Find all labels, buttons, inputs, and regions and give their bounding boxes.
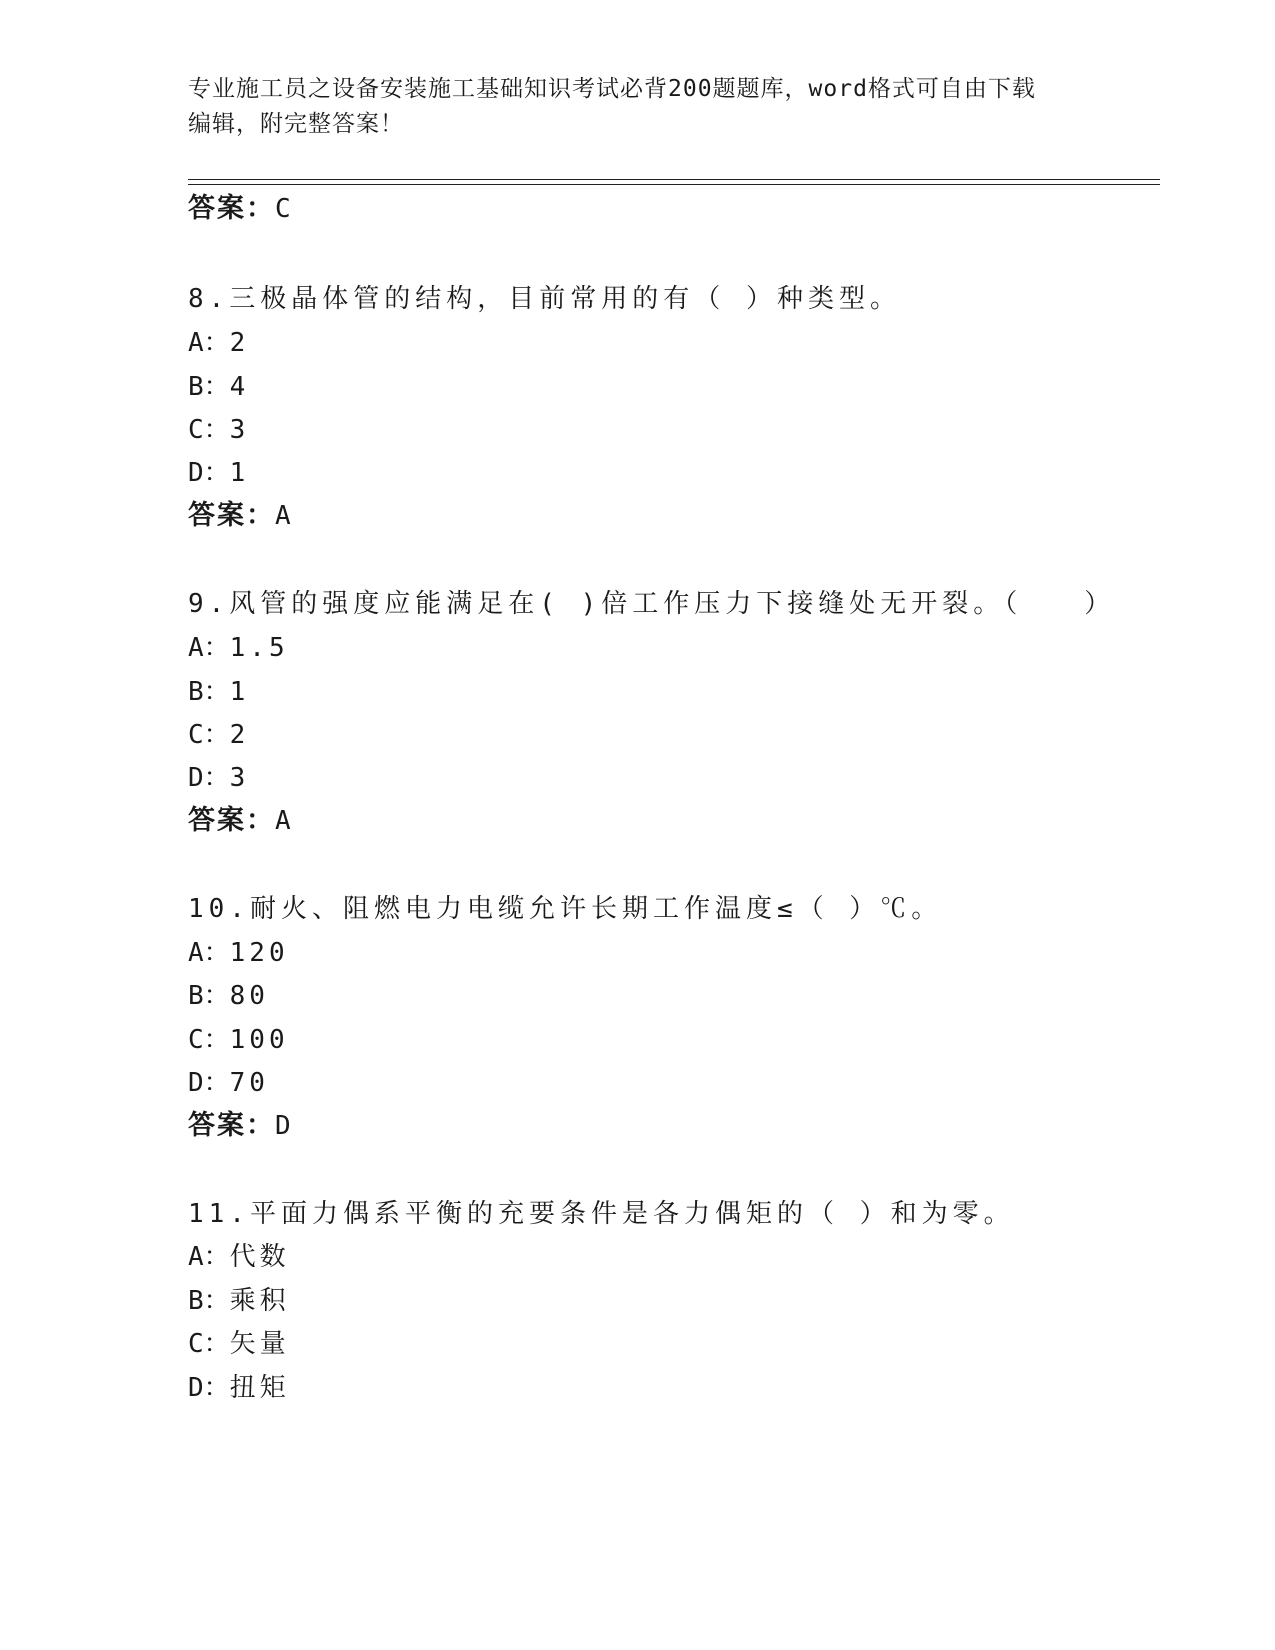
option-key: A： [188, 938, 230, 968]
answer-label: 答案： [188, 193, 275, 224]
option-value: 1 [229, 677, 250, 707]
option-value: 1 [229, 458, 250, 488]
answer-value: C [275, 194, 293, 224]
question-10-text: 10.耐火、阻燃电力电缆允许长期工作温度≤（ ）℃。 [188, 894, 943, 924]
question-9-option-a [188, 632, 289, 664]
header-line-1: 专业施工员之设备安装施工基础知识考试必背200题题库，word格式可自由下载 [188, 76, 1036, 102]
question-8-option-a [188, 327, 249, 359]
question-9-option-d [188, 762, 249, 794]
answer-value: D [275, 1111, 293, 1141]
option-value: 120 [229, 938, 289, 968]
answer-label: 答案： [188, 500, 275, 531]
option-value: 3 [229, 415, 250, 445]
question-8-option-c [188, 414, 249, 446]
option-key: B： [188, 372, 230, 402]
question-11-option-d [188, 1372, 290, 1404]
header-line-2: 编辑，附完整答案！ [188, 111, 404, 137]
answer-value: A [275, 501, 293, 531]
option-key: B： [188, 981, 230, 1011]
option-key: D： [188, 458, 230, 488]
question-10-option-b [188, 980, 269, 1012]
answer-value: A [275, 806, 293, 836]
question-8-option-b [188, 371, 249, 403]
option-value: 乘积 [229, 1286, 290, 1316]
question-8-option-d [188, 457, 249, 489]
option-key: C： [188, 720, 230, 750]
option-key: A： [188, 633, 230, 663]
option-value: 70 [229, 1068, 269, 1098]
question-10-option-a [188, 937, 289, 969]
option-key: D： [188, 1068, 230, 1098]
option-key: B： [188, 677, 230, 707]
option-key: C： [188, 1329, 230, 1359]
question-11-option-a [188, 1241, 290, 1273]
option-key: D： [188, 1373, 230, 1403]
header-divider-bottom [188, 184, 1160, 185]
question-10-option-d [188, 1067, 269, 1099]
option-value: 矢量 [229, 1329, 290, 1359]
option-value: 4 [229, 372, 250, 402]
option-value: 2 [229, 328, 250, 358]
option-value: 扭矩 [229, 1373, 290, 1403]
option-value: 代数 [229, 1242, 290, 1272]
option-value: 1.5 [229, 633, 289, 663]
option-key: D： [188, 763, 230, 793]
option-key: C： [188, 1025, 230, 1055]
question-11-option-b [188, 1285, 290, 1317]
question-11-option-c [188, 1328, 290, 1360]
option-value: 2 [229, 720, 250, 750]
question-8-answer [188, 500, 293, 532]
option-key: A： [188, 1242, 230, 1272]
question-9-option-b [188, 676, 249, 708]
option-value: 100 [229, 1025, 289, 1055]
option-key: A： [188, 328, 230, 358]
option-key: B： [188, 1286, 230, 1316]
answer-line [188, 193, 293, 225]
option-key: C： [188, 415, 230, 445]
question-10-option-c [188, 1024, 289, 1056]
question-8-text: 8.三极晶体管的结构，目前常用的有（ ）种类型。 [188, 284, 901, 314]
option-value: 3 [229, 763, 250, 793]
answer-label: 答案： [188, 1110, 275, 1141]
question-11-text: 11.平面力偶系平衡的充要条件是各力偶矩的（ ）和为零。 [188, 1199, 1015, 1229]
question-9-text: 9.风管的强度应能满足在( )倍工作压力下接缝处无开裂。（ ） [188, 589, 1116, 619]
header-divider-top [188, 179, 1160, 180]
question-9-option-c [188, 719, 249, 751]
option-value: 80 [229, 981, 269, 1011]
question-9-answer [188, 805, 293, 837]
answer-label: 答案： [188, 805, 275, 836]
question-10-answer [188, 1110, 293, 1142]
document-header [188, 72, 1088, 142]
